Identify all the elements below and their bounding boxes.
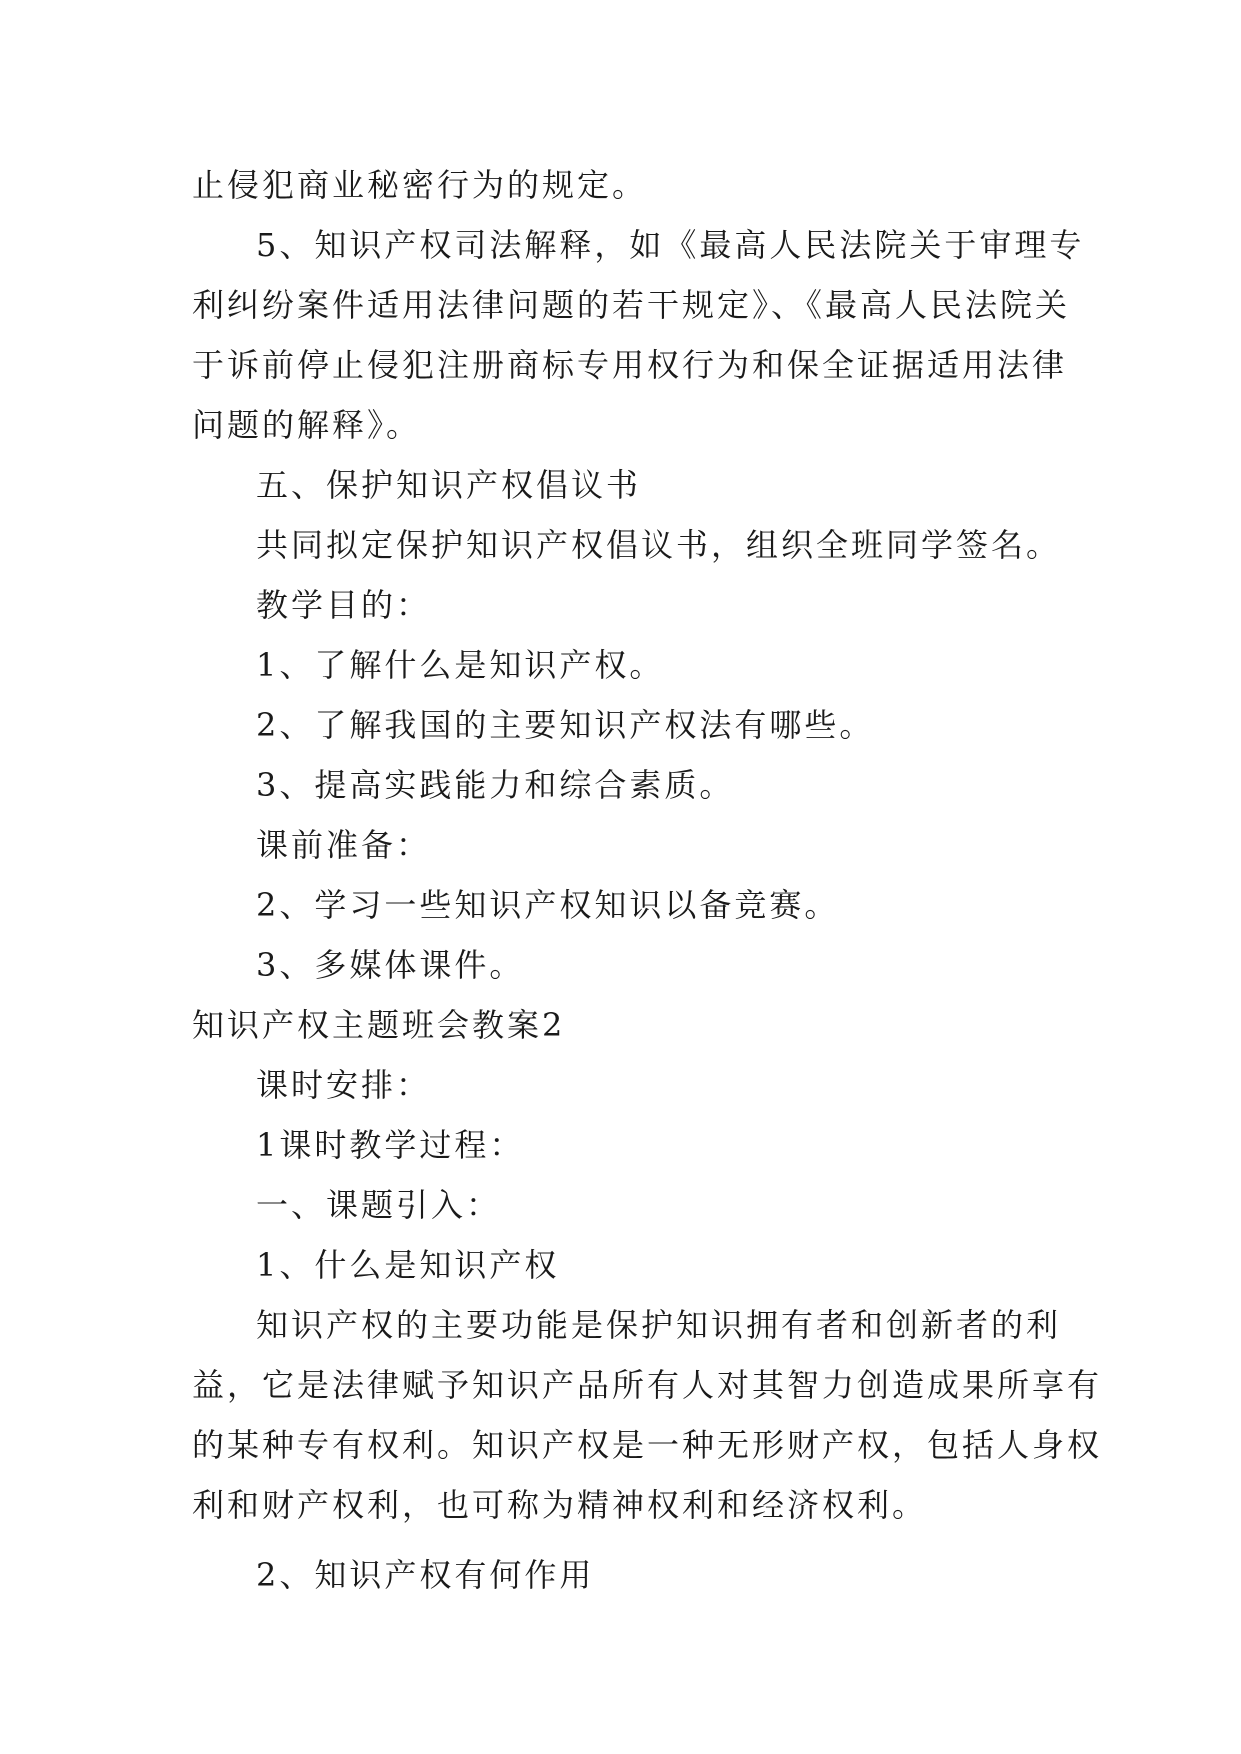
text-line: 共同拟定保护知识产权倡议书，组织全班同学签名。 bbox=[256, 526, 1062, 564]
text-line: 益，它是法律赋予知识产品所有人对其智力创造成果所享有 bbox=[192, 1366, 1103, 1404]
text-line: 课时安排： bbox=[256, 1066, 432, 1104]
list-item: 2、学习一些知识产权知识以备竞赛。 bbox=[256, 886, 840, 924]
text-line: 课前准备： bbox=[256, 826, 432, 864]
list-item: 2、了解我国的主要知识产权法有哪些。 bbox=[256, 706, 875, 744]
text-line: 的某种专有权利。知识产权是一种无形财产权，包括人身权 bbox=[192, 1426, 1103, 1464]
text-line: 问题的解释》。 bbox=[192, 406, 422, 444]
document-title: 知识产权主题班会教案2 bbox=[192, 1006, 566, 1044]
text-line: 利纠纷案件适用法律问题的若干规定》、《最高人民法院关 bbox=[192, 286, 1071, 324]
text-line: 1课时教学过程： bbox=[256, 1126, 525, 1164]
list-item: 3、多媒体课件。 bbox=[256, 946, 525, 984]
text-line: 止侵犯商业秘密行为的规定。 bbox=[192, 166, 648, 204]
list-item: 3、提高实践能力和综合素质。 bbox=[256, 766, 735, 804]
list-item: 2、知识产权有何作用 bbox=[256, 1556, 595, 1594]
list-item: 1、什么是知识产权 bbox=[256, 1246, 560, 1284]
text-line: 于诉前停止侵犯注册商标专用权行为和保全证据适用法律 bbox=[192, 346, 1068, 384]
section-heading: 一、课题引入： bbox=[256, 1186, 502, 1224]
list-item: 1、了解什么是知识产权。 bbox=[256, 646, 665, 684]
text-line: 知识产权的主要功能是保护知识拥有者和创新者的利 bbox=[256, 1306, 1062, 1344]
document-body bbox=[192, 155, 1103, 1605]
text-line: 教学目的： bbox=[256, 586, 432, 624]
text-line: 利和财产权利，也可称为精神权利和经济权利。 bbox=[192, 1486, 928, 1524]
text-line: 5、知识产权司法解释，如《最高人民法院关于审理专 bbox=[256, 226, 1085, 264]
section-heading: 五、保护知识产权倡议书 bbox=[256, 466, 642, 504]
